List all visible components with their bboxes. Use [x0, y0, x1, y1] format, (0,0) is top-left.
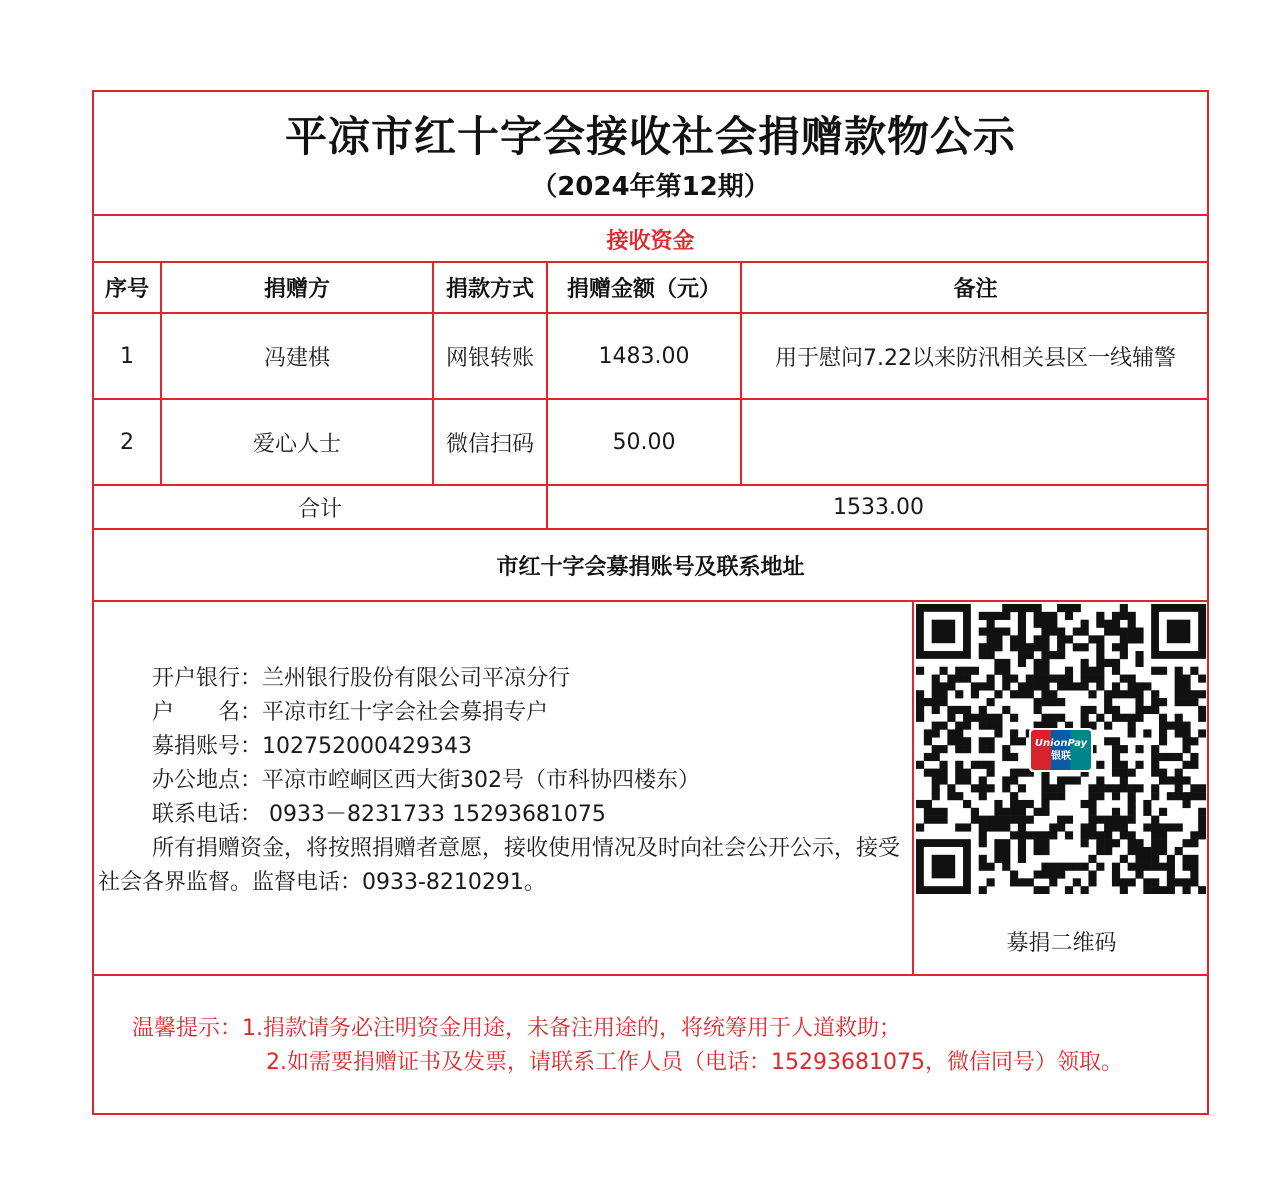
total-value: 1533.00: [833, 494, 924, 520]
table-cell-no: 1: [120, 343, 134, 369]
divider: [546, 263, 548, 528]
holder-line: 户 名：平凉市红十字会社会募捐专户: [152, 700, 549, 725]
table-cell-amount: 1483.00: [598, 343, 690, 369]
divider: [94, 600, 1207, 602]
divider: [432, 263, 434, 484]
col-header-note: 备注: [953, 277, 998, 302]
phone-line: 联系电话： 0933－8231733 15293681075: [152, 802, 606, 827]
table-cell-no: 2: [120, 429, 134, 455]
tips: [94, 1012, 1207, 1080]
divider: [740, 263, 742, 484]
table-cell-donor: 冯建棋: [263, 345, 330, 371]
qr-code-icon: [916, 604, 1206, 894]
qr-code-label: 募捐二维码: [1006, 930, 1117, 956]
divider: [94, 974, 1207, 976]
table-cell-amount: 50.00: [612, 429, 676, 455]
tip-line-1: 温馨提示：1.捐款请务必注明资金用途，未备注用途的，将统筹用于人道救助；: [132, 1016, 901, 1041]
bank-line: 开户银行：兰州银行股份有限公司平凉分行: [152, 666, 571, 691]
donation-notice: [92, 90, 1209, 1115]
address-line: 办公地点：平凉市崆峒区西大街302号（市科协四楼东）: [152, 768, 700, 793]
issue-number: （2024年第12期）: [531, 172, 770, 202]
unionpay-logo-text: UnionPay: [1034, 738, 1088, 749]
table-cell-donor: 爱心人士: [252, 431, 341, 457]
account-line: 募捐账号：102752000429343: [152, 734, 472, 759]
account-info: [94, 662, 912, 900]
col-header-donor: 捐赠方: [263, 277, 330, 302]
account-section-label: 市红十字会募捐账号及联系地址: [496, 554, 805, 580]
unionpay-logo: [1029, 728, 1093, 772]
table-cell-note: 用于慰问7.22以来防汛相关县区一线辅警: [775, 345, 1176, 371]
table-cell-note: [742, 400, 1209, 484]
total-label: 合计: [297, 496, 342, 522]
page-title: 平凉市红十字会接收社会捐赠款物公示: [284, 112, 1016, 161]
divider: [160, 263, 162, 484]
col-header-no: 序号: [104, 277, 149, 302]
col-header-method: 捐款方式: [445, 277, 534, 302]
tip-line-2: 2.如需要捐赠证书及发票，请联系工作人员（电话：15293681075，微信同号）领取。: [266, 1050, 1123, 1075]
table-cell-method: 网银转账: [445, 345, 534, 371]
statement-text: 所有捐赠资金，将按照捐赠者意愿，接收使用情况及时向社会公开公示，接受社会各界监督。监督电话：0933-8210291。: [98, 836, 901, 895]
funds-section-label: 接收资金: [606, 228, 695, 254]
unionpay-logo-text-cn: 银联: [1051, 751, 1071, 762]
table-cell-method: 微信扫码: [445, 431, 534, 457]
col-header-amount: 捐赠金额（元）: [566, 277, 721, 302]
